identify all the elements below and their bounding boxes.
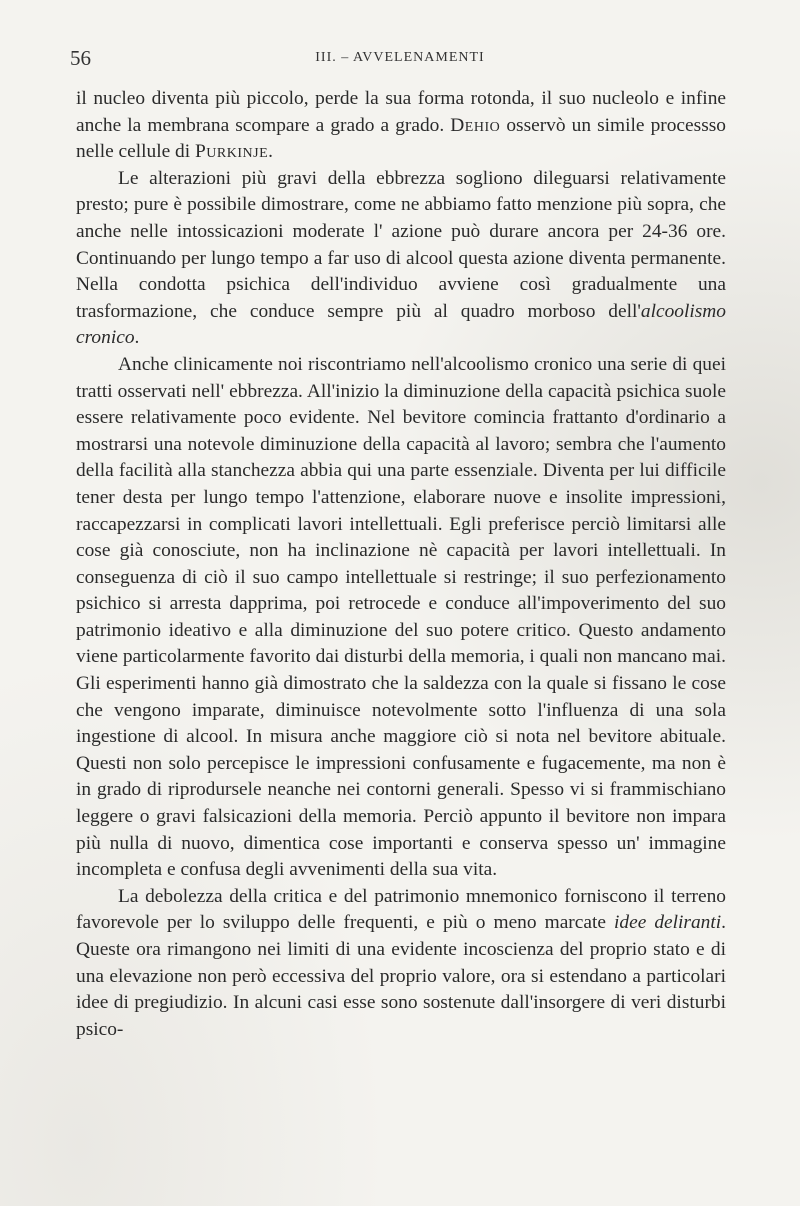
paragraph-3: Anche clinicamente noi riscontriamo nell'alcoolismo cronico una serie di quei tratti osservati nell' ebbrezza. All'inizio la diminuzione della capacità psichica suole essere relativamente poco evidente. Nel bevitore comincia frattanto d'ordinario a mostrarsi una notevole diminuzione della capacità al lavoro; sembra che l'aumento della facilità alla stanchezza abbia qui una parte essenziale. Diventa per lui difficile tener desta per lungo tempo l'attenzione, elaborare nuove e insolite impressioni, raccapezzarsi in complicati lavori intellettuali. Egli preferisce perciò limitarsi alle cose già conosciute, non ha inclinazione nè capacità per lavori intellettuali. In conseguenza di ciò il suo campo intellettuale si restringe; il suo perfezionamento psichico si arresta dapprima, poi retrocede e conduce all'impoverimento del suo patrimonio ideativo e alla diminuzione del suo potere critico. Questo andamento viene particolarmente favorito dai disturbi della memoria, i quali non mancano mai. Gli esperimenti hanno già dimostrato che la saldezza con la quale si fissano le cose che vengono imparate, diminuisce notevolmente sotto l'influenza di una sola ingestione di alcool. In misura anche maggiore ciò si nota nel bevitore abituale. Questi non solo percepisce le impressioni confusamente e fugacemente, ma non è in grado di riprodursele neanche nei contorni generali. Spesso vi si frammischiano leggere o gravi falsicazioni della memoria. Perciò appunto il bevitore non impara più nulla di nuovo, dimentica cose importanti e conserva spesso un' immagine incompleta e confusa degli avvenimenti della sua vita.	[76, 353, 726, 881]
term-alcoolismo-cronico: alcoolismo cronico	[76, 300, 726, 349]
paragraph-2-text-a: Le alterazioni più gravi della ebbrezza sogliono dileguarsi relativamente presto; pure è possibile dimostrare, come ne abbiamo fatto menzione più sopra, che anche nelle intossicazioni moderate l' azione può durare ancora per 24-36 ore. Continuando per lungo tempo a far uso di alcool questa azione diventa permanente. Nella condotta psichica dell'individuo avviene così gradualmente una trasformazione, che conduce sempre più al quadro morboso dell'	[76, 167, 726, 322]
term-idee-deliranti: idee deliranti	[614, 912, 722, 934]
paragraph-1-text-e: .	[268, 141, 273, 163]
paragraph-2	[76, 166, 726, 352]
paragraph-4-text-a: La debolezza della critica e del patrimonio mnemonico forniscono il terreno favorevole per lo sviluppo delle frequenti, e più o meno marcate	[76, 885, 726, 934]
paragraph-1-text-a: il nucleo diventa più piccolo, perde la sua forma rotonda, il suo nucleolo e infine anche la membrana scompare a grado a grado.	[76, 88, 726, 136]
paragraph-1-text-c: osservò un simile processso nelle cellule di	[76, 114, 726, 163]
body-text	[76, 86, 726, 1043]
paragraph-2-text-c: .	[134, 327, 140, 349]
paragraph-4-text-c: . Queste ora rimangono nei limiti di una evidente incoscienza del proprio stato e di una elevazione non però eccessiva del proprio valore, ora si estendano a particolari idee di pregiudizio. In alcuni casi esse sono sostenute dall'insorgere di veri disturbi psico-	[76, 912, 726, 1040]
page-header	[70, 46, 730, 74]
page-number: 56	[70, 46, 91, 70]
paragraph-4	[76, 884, 726, 1044]
paragraph-1	[76, 86, 726, 166]
author-name-dehio: Dehio	[450, 114, 501, 136]
author-name-purkinje: Purkinje	[195, 141, 269, 163]
running-head: III. – AVVELENAMENTI	[315, 50, 485, 65]
